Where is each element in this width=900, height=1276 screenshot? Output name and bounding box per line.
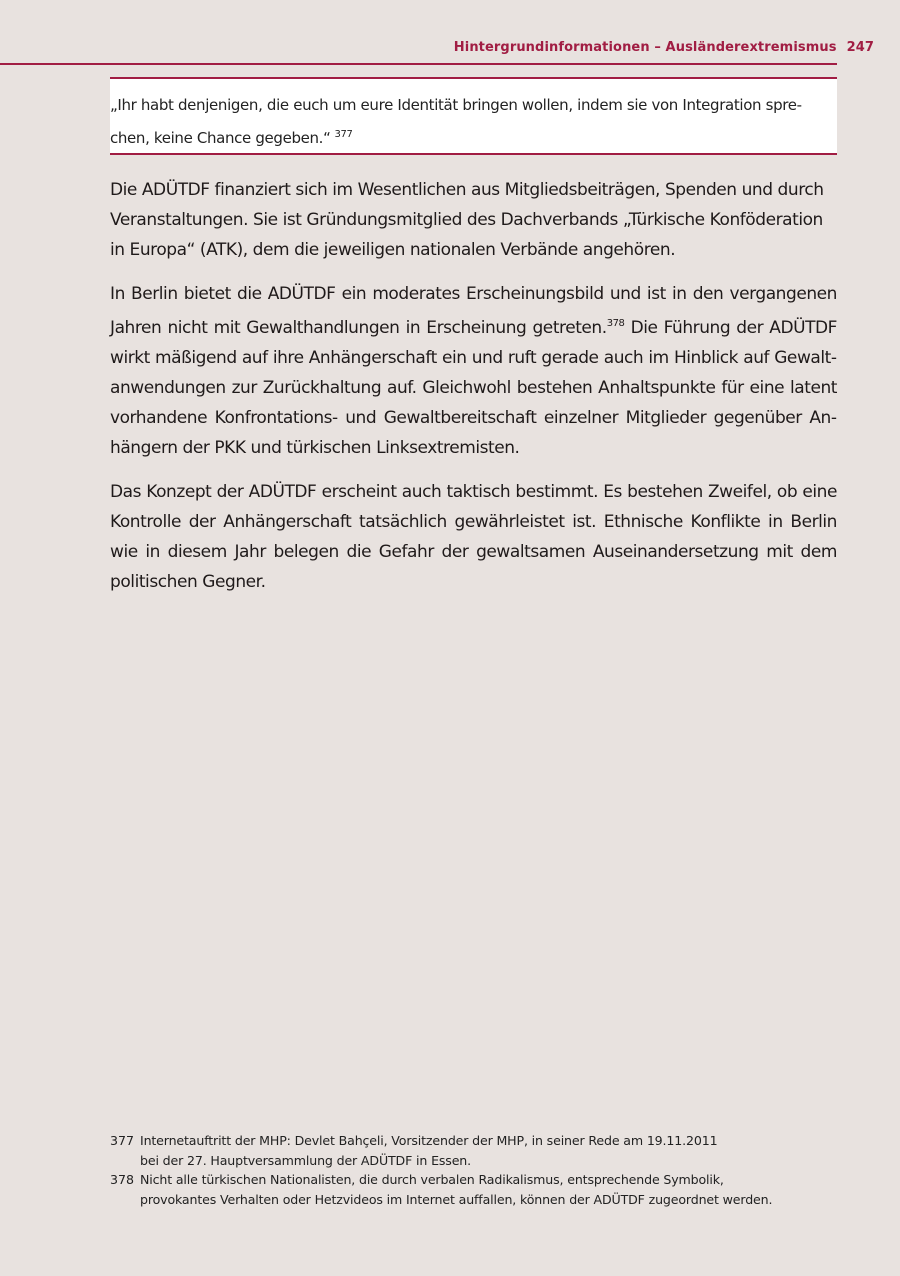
footnotes <box>110 1131 810 1209</box>
paragraph-3: Das Konzept der ADÜTDF erscheint auch taktisch bestimmt. Es bestehen Zweifel, ob eine Kontrolle der Anhängerschaft tatsächlich gewährleistet ist. Ethnische Konflikte in Berlin wie in diesem Jahr belegen die Gefahr der gewaltsamen Auseinandersetzung mit dem politischen Gegner. <box>110 482 837 592</box>
footnote-text <box>140 1170 810 1209</box>
paragraph-1-line-1: Die ADÜTDF finanziert sich im Wesentlichen aus Mitgliedsbeiträgen, Spenden und durch <box>110 180 824 200</box>
page-number: 247 <box>846 40 874 55</box>
body-text <box>110 175 837 611</box>
paragraph-2-part-a: In Berlin bietet die ADÜTDF ein moderates Erscheinungsbild und ist in den vergangenen Jahren nicht mit Gewalthandlungen in Erscheinung getreten. <box>110 284 837 338</box>
paragraph-2 <box>110 279 837 463</box>
quote-line-1: „Ihr habt denjenigen, die euch um eure Identität bringen wollen, indem sie von Integration spre- <box>110 96 802 114</box>
footnote-377 <box>110 1131 810 1170</box>
footnote-ref-377: 377 <box>334 129 353 140</box>
paragraph-2-part-b: Die Führung der ADÜTDF wirkt mäßigend auf ihre Anhängerschaft ein und ruft gerade auch im Hinblick auf Gewaltanwendungen zur Zurückhaltung auf. Gleichwohl bestehen Anhaltspunkte für eine latent vorhandene Konfrontations- und Gewaltbereitschaft einzelner Mitglieder gegenüber Anhängern der PKK und türkischen Linksextremisten. <box>110 318 837 458</box>
footnote-377-line-1: Internetauftritt der MHP: Devlet Bahçeli, Vorsitzender der MHP, in seiner Rede am 19.11.2011 <box>140 1133 718 1148</box>
footnote-378-line-2: provokantes Verhalten oder Hetzvideos im Internet auffallen, können der ADÜTDF zugeordnet werden. <box>140 1191 773 1207</box>
footnote-text <box>140 1131 810 1170</box>
quote-text <box>110 91 837 153</box>
section-title: Hintergrundinformationen – Ausländerextremismus <box>453 40 837 55</box>
footnote-378-line-1: Nicht alle türkischen Nationalisten, die durch verbalen Radikalismus, entsprechende Symbolik, <box>140 1172 724 1187</box>
paragraph-1 <box>110 175 837 265</box>
footnote-ref-378: 378 <box>606 318 625 329</box>
footnote-378 <box>110 1170 810 1209</box>
running-header <box>454 40 874 55</box>
footnote-377-line-2: bei der 27. Hauptversammlung der ADÜTDF in Essen. <box>140 1152 471 1168</box>
paragraph-1-line-3: in Europa“ (ATK), dem die jeweiligen nationalen Verbände angehören. <box>110 240 676 260</box>
quote-box <box>110 77 837 155</box>
footnote-number: 377 <box>110 1133 135 1148</box>
header-rule <box>0 63 837 65</box>
quote-line-2: chen, keine Chance gegeben.“ <box>110 129 331 147</box>
footnote-number: 378 <box>110 1172 135 1187</box>
paragraph-1-line-2: Veranstaltungen. Sie ist Gründungsmitglied des Dachverbands „Türkische Konföderation <box>110 210 823 230</box>
